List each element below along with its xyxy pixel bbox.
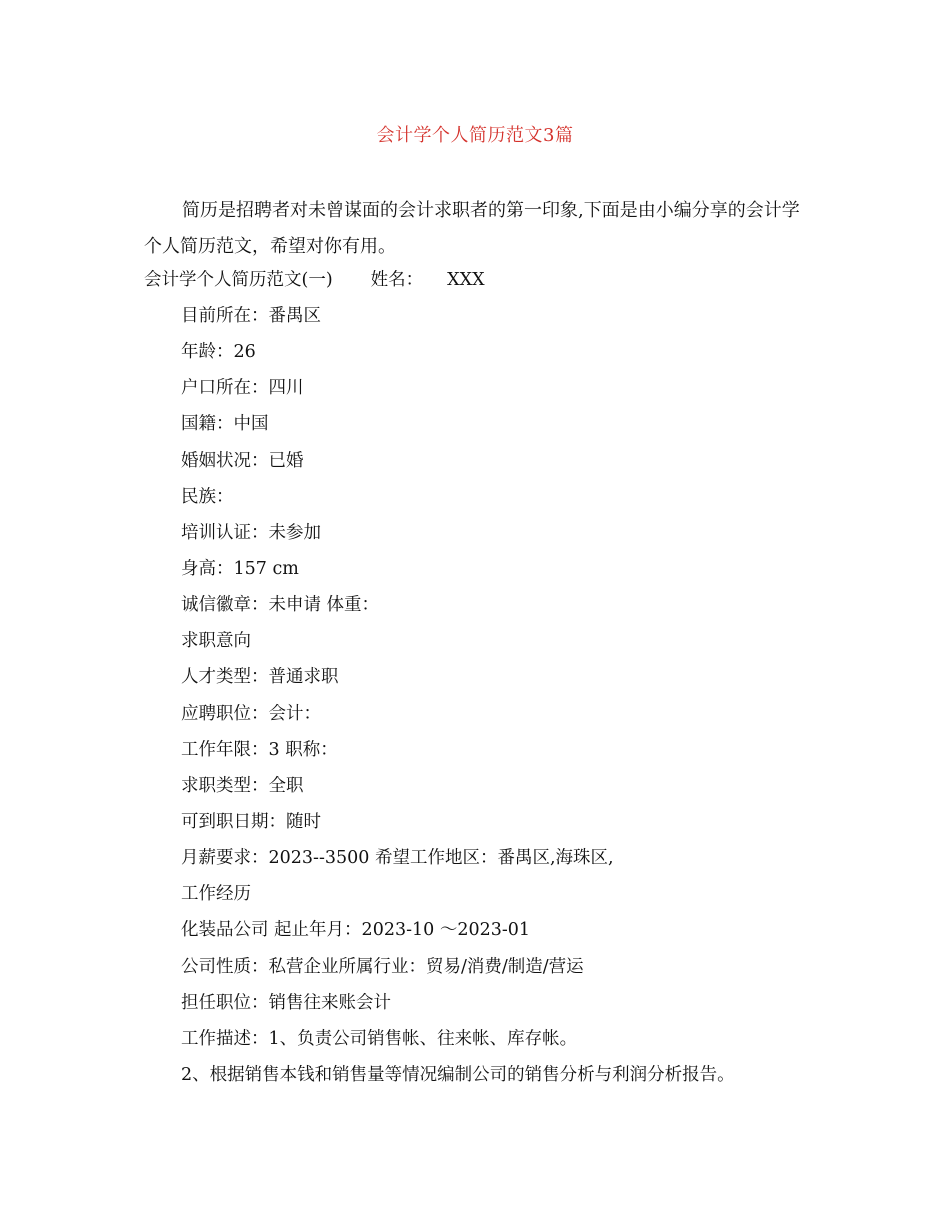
resume-line: 求职意向 xyxy=(181,631,251,652)
resume-line: 民族： xyxy=(181,486,234,507)
resume-line: 培训认证：未参加 xyxy=(181,522,321,543)
resume-line: 婚姻状况：已婚 xyxy=(181,450,304,471)
resume-line: 工作年限：3 职称： xyxy=(181,739,338,760)
document-title: 会计学个人简历范文3篇 xyxy=(376,125,574,146)
resume-line: 化装品公司 起止年月：2023-10 ～2023-01 xyxy=(181,920,531,941)
resume-details-list xyxy=(181,302,821,1097)
resume-line: 年龄：26 xyxy=(181,342,256,363)
section-heading: 会计学个人简历范文(一) xyxy=(144,270,333,290)
resume-line: 求职类型：全职 xyxy=(181,775,304,796)
resume-line: 身高：157 cm xyxy=(181,558,299,579)
resume-line: 应聘职位：会计： xyxy=(181,703,321,724)
resume-line: 工作描述：1、负责公司销售帐、往来帐、库存帐。 xyxy=(181,1028,578,1049)
resume-line: 2、根据销售本钱和销售量等情况编制公司的销售分析与利润分析报告。 xyxy=(181,1064,735,1085)
resume-line: 诚信徽章：未申请 体重： xyxy=(181,595,380,616)
resume-line: 户口所在：四川 xyxy=(181,378,304,399)
resume-line: 人才类型：普通求职 xyxy=(181,667,339,688)
resume-line: 担任职位：销售往来账会计 xyxy=(181,992,391,1013)
intro-paragraph: 简历是招聘者对未曾谋面的会计求职者的第一印象,下面是由小编分享的会计学个人简历范文，希望对你有用。 xyxy=(144,200,800,257)
resume-line: 公司性质：私营企业所属行业：贸易/消费/制造/营运 xyxy=(181,956,584,977)
resume-heading-line xyxy=(144,266,485,294)
resume-line: 月薪要求：2023--3500 希望工作地区：番禺区,海珠区, xyxy=(181,848,614,869)
resume-line: 目前所在：番禺区 xyxy=(181,306,321,326)
name-value: XXX xyxy=(447,270,485,290)
resume-line: 国籍：中国 xyxy=(181,414,269,435)
name-label: 姓名： xyxy=(370,270,424,290)
resume-line: 可到职日期：随时 xyxy=(181,811,321,832)
resume-line: 工作经历 xyxy=(181,884,251,905)
